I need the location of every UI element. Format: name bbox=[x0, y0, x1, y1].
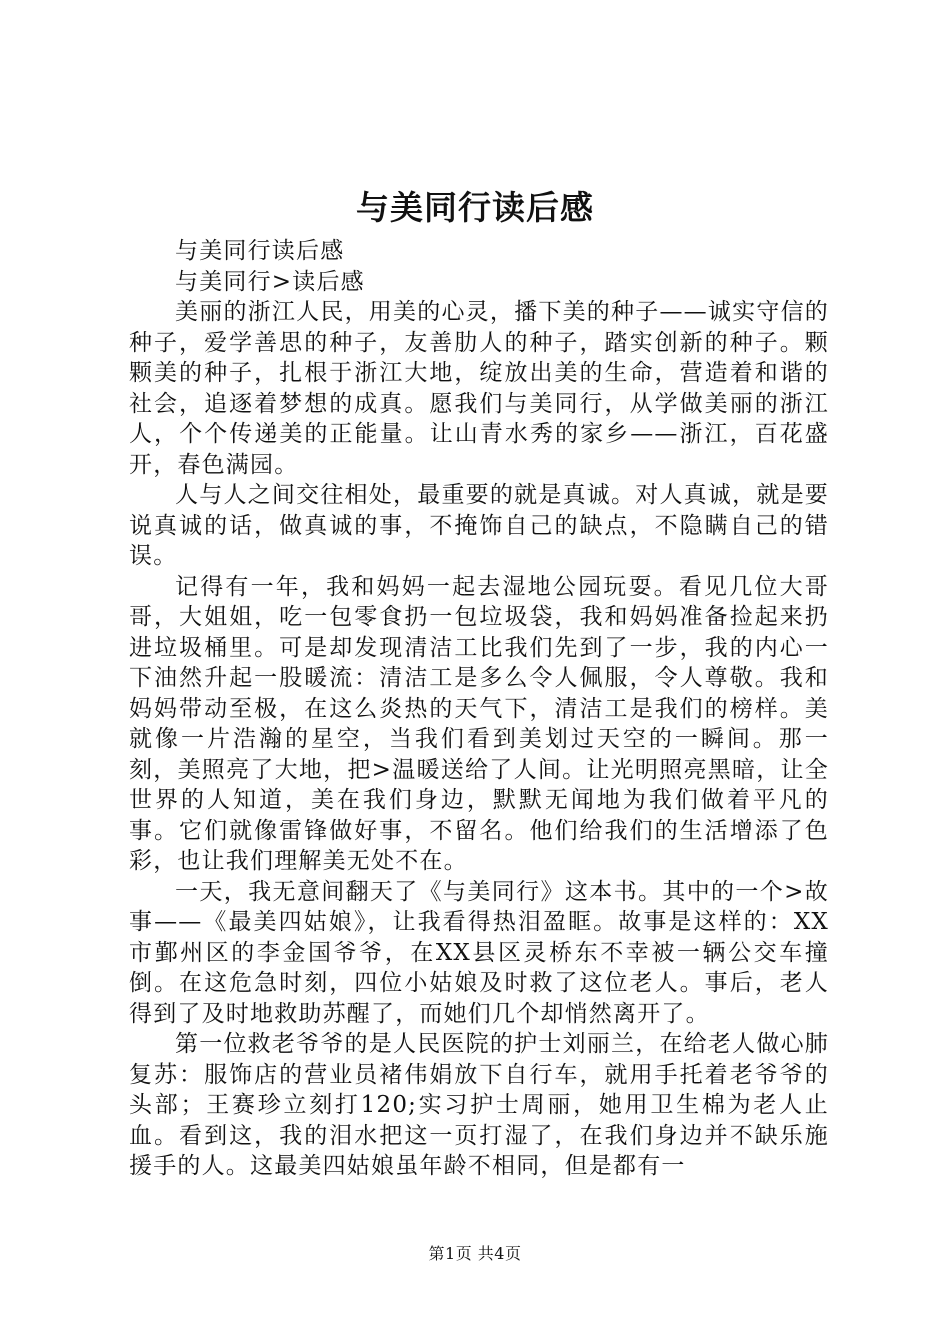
paragraph-subtitle-link: 与美同行>读后感 bbox=[175, 268, 365, 295]
paragraph-subtitle: 与美同行读后感 bbox=[175, 238, 345, 264]
paragraph: 美丽的浙江人民，用美的心灵，播下美的种子——诚实守信的种子，爱学善思的种子，友善肋人的种子，踏实创新的种子。颗颗美的种子，扎根于浙江大地，绽放出美的生命，营造着和谐的社会，追逐着梦想的成真。愿我们与美同行，从学做美丽的浙江人，个个传递美的正能量。让山青水秀的家乡——浙江，百花盛开，春色满园。 bbox=[129, 299, 829, 478]
document-title: 与美同行读后感 bbox=[356, 188, 594, 227]
paragraph: 一天，我无意间翻天了《与美同行》这本书。其中的一个>故事——《最美四姑娘》，让我看得热泪盈眶。故事是这样的：XX市鄞州区的李金国爷爷，在XX县区灵桥东不幸被一辆公交车撞倒。在这危急时刻，四位小姑娘及时救了这位老人。事后，老人得到了及时地救助苏醒了，而她们几个却悄然离开了。 bbox=[129, 878, 829, 1027]
paragraph: 人与人之间交往相处，最重要的就是真诚。对人真诚，就是要说真诚的话，做真诚的事，不掩饰自己的缺点，不隐瞒自己的错误。 bbox=[129, 482, 829, 569]
document-body bbox=[129, 236, 829, 1182]
paragraph: 第一位救老爷爷的是人民医院的护士刘丽兰，在给老人做心肺复苏：服饰店的营业员褚伟娟放下自行车，就用手托着老爷爷的头部；王赛珍立刻打120;实习护士周丽，她用卫生棉为老人止血。看到这，我的泪水把这一页打湿了，在我们身边并不缺乐施援手的人。这最美四姑娘虽年龄不相同，但是都有一 bbox=[129, 1031, 829, 1179]
page-footer: 第1页 共4页 bbox=[428, 1244, 522, 1263]
paragraph: 记得有一年，我和妈妈一起去湿地公园玩耍。看见几位大哥哥，大姐姐，吃一包零食扔一包垃圾袋，我和妈妈准备捡起来扔进垃圾桶里。可是却发现清洁工比我们先到了一步，我的内心一下油然升起一股暖流：清洁工是多么令人佩服，令人尊敬。我和妈妈带动至极，在这么炎热的天气下，清洁工是我们的榜样。美就像一片浩瀚的星空，当我们看到美划过天空的一瞬间。那一刻，美照亮了大地，把>温暖送给了人间。让光明照亮黑暗，让全世界的人知道，美在我们身边，默默无闻地为我们做着平凡的事。它们就像雷锋做好事，不留名。他们给我们的生活增添了色彩，也让我们理解美无处不在。 bbox=[129, 573, 829, 874]
